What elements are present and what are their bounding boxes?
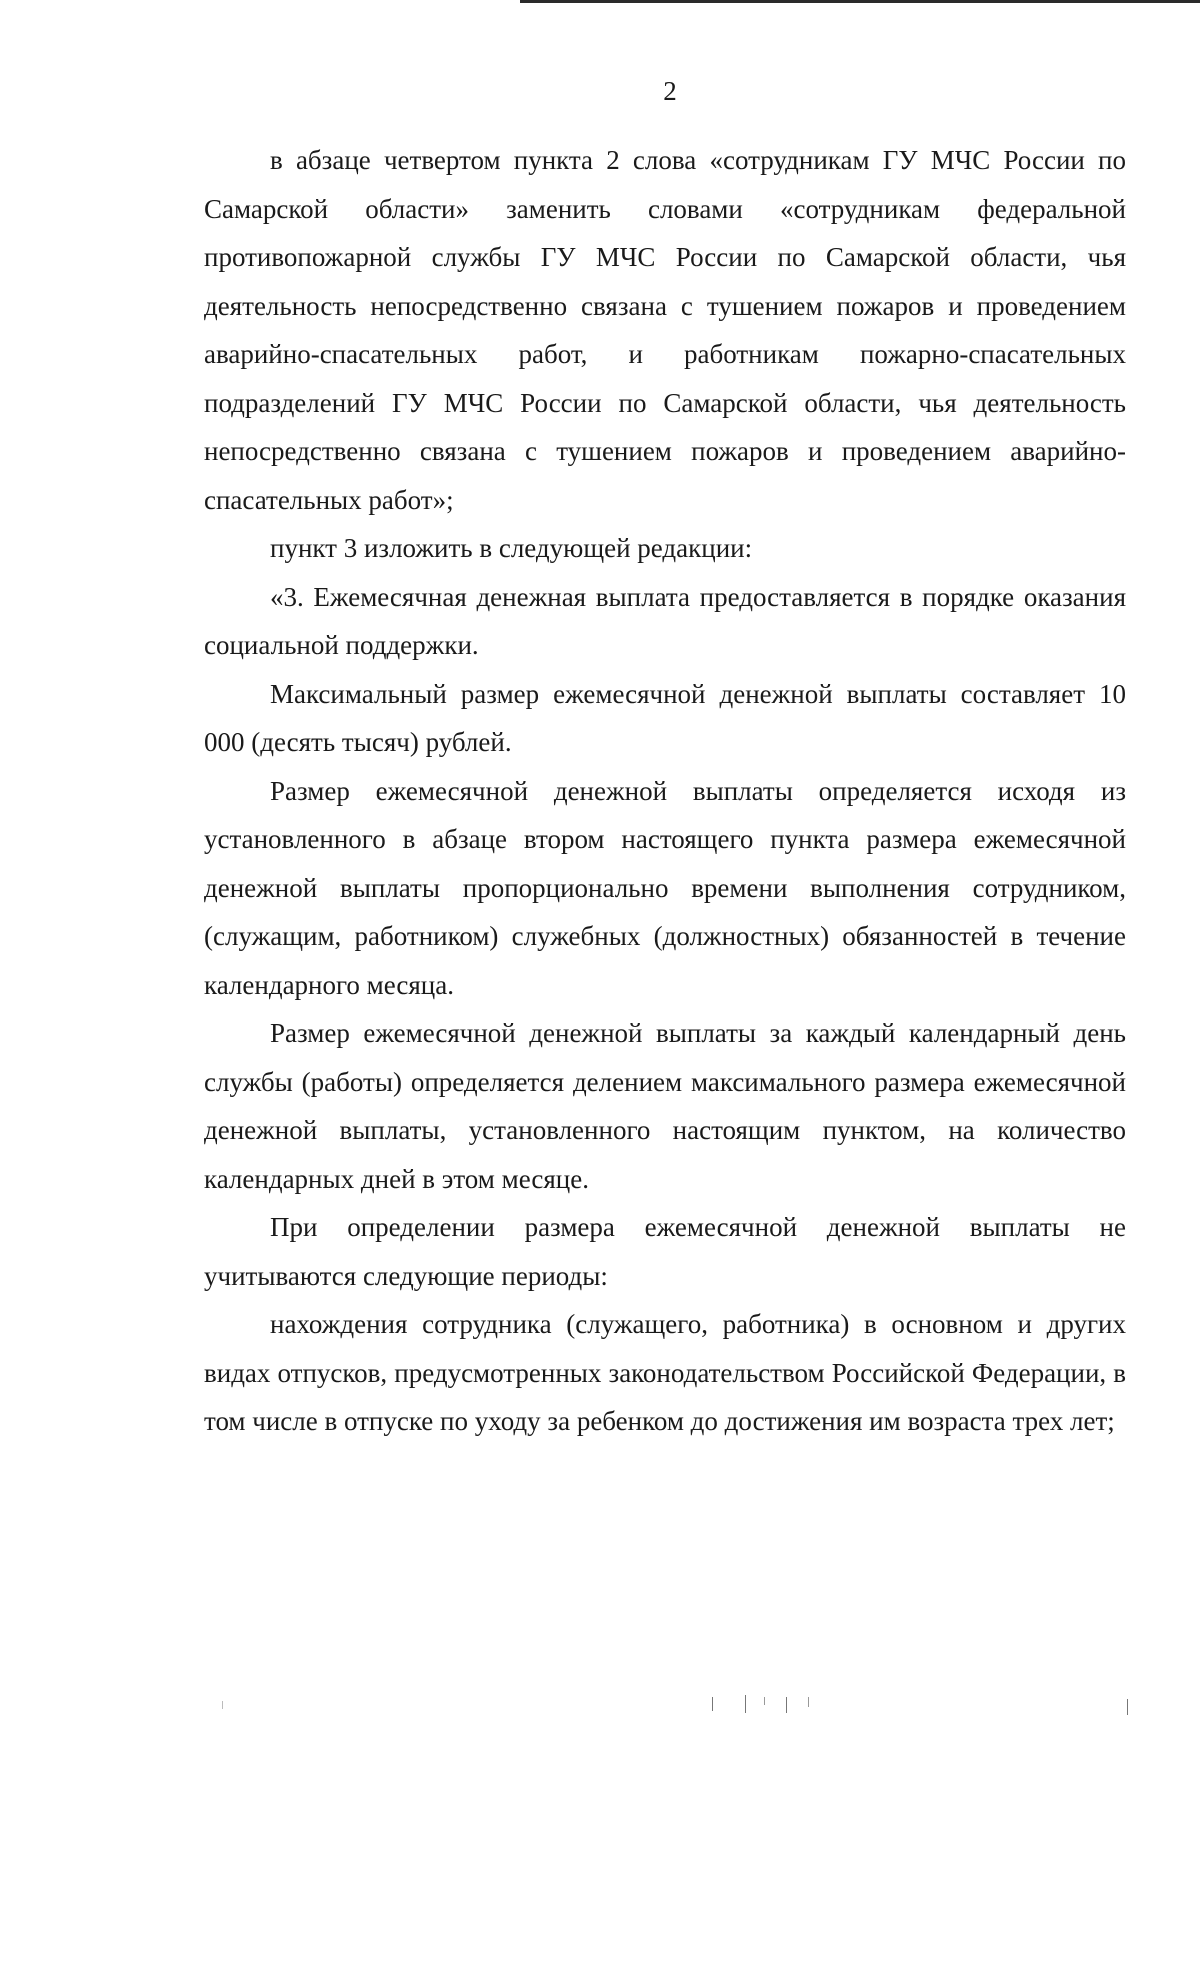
paragraph-daily-rate: Размер ежемесячной денежной выплаты за каждый календарный день службы (работы) определяется делением максимального размера ежемесячной денежной выплаты, установленного настоящим пунктом, на количество календарных дней в этом месяце. xyxy=(204,1018,1126,1194)
paragraph-payment-calculation: Размер ежемесячной денежной выплаты определяется исходя из установленного в абзаце втором настоящего пункта размера ежемесячной денежной выплаты пропорционально времени выполнения сотрудником, (служащим, работником) служебных (должностных) обязанностей в течение календарного месяца. xyxy=(204,775,1126,1000)
page-number: 2 xyxy=(663,76,677,106)
paragraph-clause-3-intro: пункт 3 изложить в следующей редакции: xyxy=(270,533,753,563)
paragraph-max-payment: Максимальный размер ежемесячной денежной выплаты составляет 10 000 (десять тысяч) рублей. xyxy=(204,678,1126,757)
paragraph-leave-periods: нахождения сотрудника (служащего, работника) в основном и других видах отпусков, предусмотренных законодательством Российской Федерации, в том числе в отпуске по уходу за ребенком до достижения им возраста трех лет; xyxy=(204,1309,1126,1436)
document-body xyxy=(204,136,1126,1446)
scan-artifact-marks xyxy=(0,1695,1200,1715)
paragraph-amendment-clause-2: в абзаце четвертом пункта 2 слова «сотрудникам ГУ МЧС России по Самарской области» заменить словами «сотрудникам федеральной противопожарной службы ГУ МЧС России по Самарской области, чья деятельность непосредственно связана с тушением пожаров и проведением аварийно-спасательных работ, и работникам пожарно-спасательных подразделений ГУ МЧС России по Самарской области, чья деятельность непосредственно связана с тушением пожаров и проведением аварийно-спасательных работ»; xyxy=(204,145,1126,515)
paragraph-excluded-periods: При определении размера ежемесячной денежной выплаты не учитываются следующие периоды: xyxy=(204,1212,1126,1291)
top-border-line xyxy=(520,0,1200,3)
paragraph-clause-3-text: «3. Ежемесячная денежная выплата предоставляется в порядке оказания социальной поддержки. xyxy=(204,581,1126,660)
